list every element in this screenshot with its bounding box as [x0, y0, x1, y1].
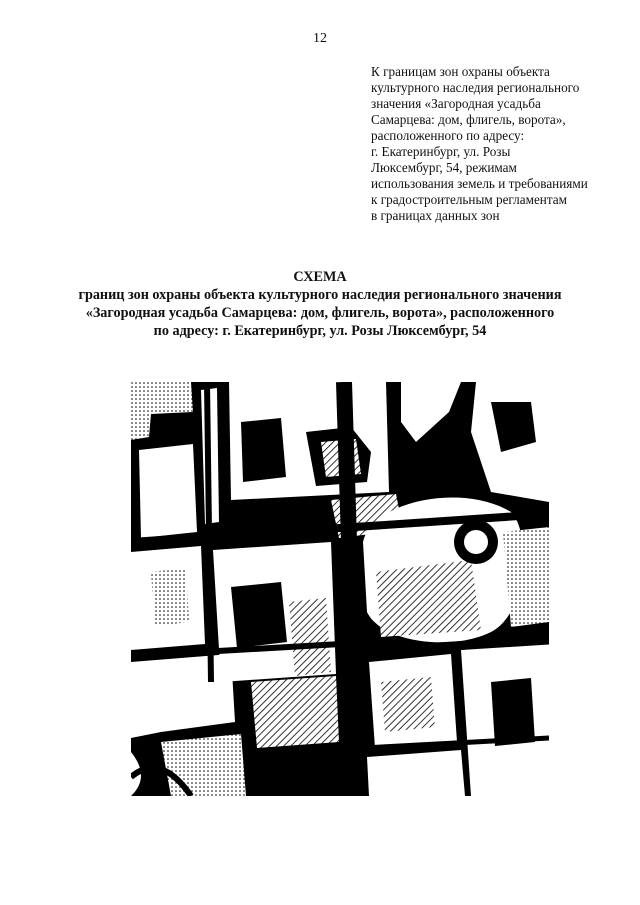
city-block	[367, 750, 465, 796]
annex-line: К границам зон охраны объекта	[371, 64, 550, 79]
annex-line: Люксембург, 54, режимам	[371, 160, 517, 175]
annex-line: г. Екатеринбург, ул. Розы	[371, 144, 511, 159]
annex-line: значения «Загородная усадьба	[371, 96, 541, 111]
annex-line: Самарцева: дом, флигель, ворота»,	[371, 112, 566, 127]
city-block	[376, 560, 481, 637]
annex-line: к градостроительным регламентам	[371, 192, 567, 207]
city-block	[241, 418, 286, 482]
city-block	[289, 598, 331, 676]
annex-line: расположенного по адресу:	[371, 128, 525, 143]
annex-line: культурного наследия регионального	[371, 80, 580, 95]
annex-line: использования земель и требованиями	[371, 176, 588, 191]
city-block	[251, 676, 339, 748]
scheme-subtitle-line: по адресу: г. Екатеринбург, ул. Розы Люксембург, 54	[153, 323, 487, 339]
annex-reference	[371, 64, 621, 224]
scheme-title-block	[0, 268, 640, 340]
scheme-subtitle-line: границ зон охраны объекта культурного наследия регионального значения	[78, 287, 562, 303]
city-block	[161, 734, 246, 796]
city-block	[381, 677, 435, 732]
zone-scheme-map	[131, 382, 549, 796]
city-block	[151, 568, 189, 626]
city-block	[231, 582, 287, 648]
scheme-heading: СХЕМА	[293, 269, 347, 285]
city-block	[491, 678, 535, 746]
map-graphic	[131, 382, 549, 796]
scheme-subtitle-line: «Загородная усадьба Самарцева: дом, флигель, ворота», расположенного	[85, 305, 555, 321]
city-block	[139, 444, 197, 538]
city-block	[464, 530, 488, 554]
annex-line: в границах данных зон	[371, 208, 500, 223]
city-block	[503, 527, 549, 627]
page-number: 12	[313, 31, 327, 46]
street	[207, 382, 211, 682]
